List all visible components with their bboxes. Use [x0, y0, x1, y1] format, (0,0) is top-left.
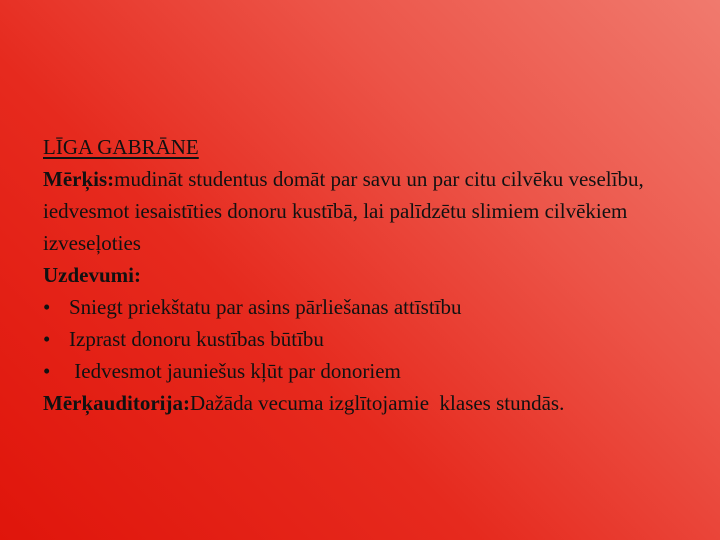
task-item — [43, 355, 693, 387]
task-text: Sniegt priekštatu par asins pārliešanas attīstību — [69, 295, 462, 319]
audience-text: Dažāda vecuma izglītojamie klases stundās. — [189, 391, 565, 415]
audience-paragraph — [43, 387, 693, 419]
goal-paragraph — [43, 163, 693, 259]
audience-label: Mērķauditorija: — [43, 391, 190, 415]
task-item — [43, 291, 693, 323]
bullet-icon: • — [43, 327, 51, 351]
author-name: LĪGA GABRĀNE — [43, 135, 199, 159]
slide-text-block — [43, 131, 693, 419]
bullet-icon: • — [43, 295, 51, 319]
goal-text: mudināt studentus domāt par savu un par citu cilvēku veselību, iedvesmot iesaistīties donoru kustībā, lai palīdzētu slimiem cilvēkiem izveseļoties — [43, 167, 644, 255]
task-text: Iedvesmot jauniešus kļūt par donoriem — [69, 359, 401, 383]
goal-label: Mērķis: — [43, 167, 115, 191]
bullet-icon: • — [43, 359, 51, 383]
task-item — [43, 323, 693, 355]
task-text: Izprast donoru kustības būtību — [69, 327, 324, 351]
tasks-label: Uzdevumi: — [43, 263, 141, 287]
